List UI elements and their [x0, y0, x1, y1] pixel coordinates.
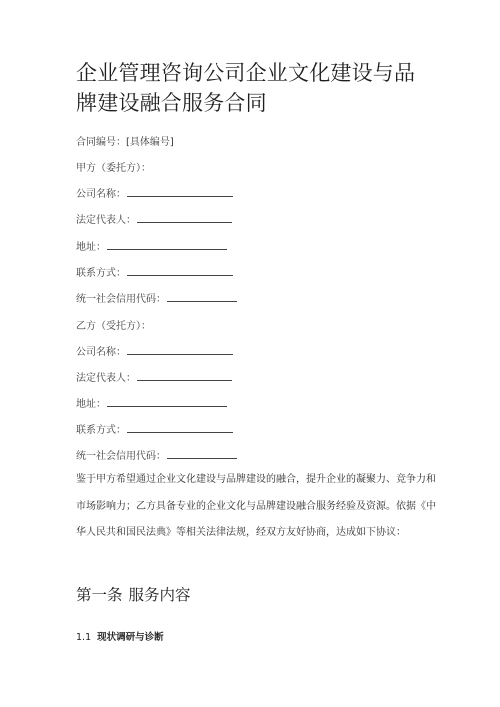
party-a-rep-blank: [137, 211, 232, 223]
section-number: 1.1: [76, 632, 92, 643]
party-a-company-field: [76, 185, 233, 200]
party-b-rep-label: 法定代表人：: [76, 373, 136, 384]
party-b-company-field: [76, 343, 233, 358]
party-a-address-label: 地址：: [76, 242, 106, 253]
section-heading: [76, 629, 164, 643]
party-b-contact-label: 联系方式：: [76, 425, 126, 436]
document-title: 企业管理咨询公司企业文化建设与品牌建设融合服务合同: [76, 61, 416, 115]
article-heading: [76, 583, 191, 605]
party-b-credit-code-field: [76, 447, 237, 462]
party-a-contact-label: 联系方式：: [76, 268, 126, 279]
party-b-address-field: [76, 395, 227, 410]
party-b-company-label: 公司名称：: [76, 347, 126, 358]
party-a-contact-blank: [127, 264, 233, 276]
party-b-rep-field: [76, 369, 232, 384]
party-a-address-field: [76, 238, 227, 253]
party-a-company-label: 公司名称：: [76, 189, 126, 200]
section-title: 现状调研与诊断: [97, 632, 164, 643]
party-b-address-label: 地址：: [76, 399, 106, 410]
preamble-paragraph: 鉴于甲方希望通过企业文化建设与品牌建设的融合，提升企业的凝聚力、竞争力和市场影响力；乙方具备专业的企业文化与品牌建设融合服务经验及资源。依据《中华人民共和国民法典》等相关法律法规，经双方友好协商，达成如下协议：: [76, 474, 436, 538]
article-title: 服务内容: [128, 586, 191, 604]
party-a-address-blank: [107, 238, 227, 250]
party-b-credit-code-label: 统一社会信用代码：: [76, 451, 166, 462]
party-b-company-blank: [127, 343, 233, 355]
party-b-credit-code-blank: [167, 447, 237, 459]
party-a-rep-field: [76, 211, 232, 226]
party-b-contact-field: [76, 421, 233, 436]
party-a-rep-label: 法定代表人：: [76, 215, 136, 226]
party-a-heading: 甲方（委托方）：: [76, 163, 151, 174]
party-b-rep-blank: [137, 369, 232, 381]
party-a-credit-code-field: [76, 290, 237, 305]
party-b-heading: 乙方（受托方）：: [76, 321, 151, 332]
party-a-credit-code-label: 统一社会信用代码：: [76, 294, 166, 305]
party-a-company-blank: [127, 185, 233, 197]
party-a-credit-code-blank: [167, 290, 237, 302]
party-b-address-blank: [107, 395, 227, 407]
article-number: 第一条: [76, 586, 123, 604]
party-a-contact-field: [76, 264, 233, 279]
party-b-contact-blank: [127, 421, 233, 433]
contract-number: 合同编号：[具体编号]: [76, 137, 174, 148]
